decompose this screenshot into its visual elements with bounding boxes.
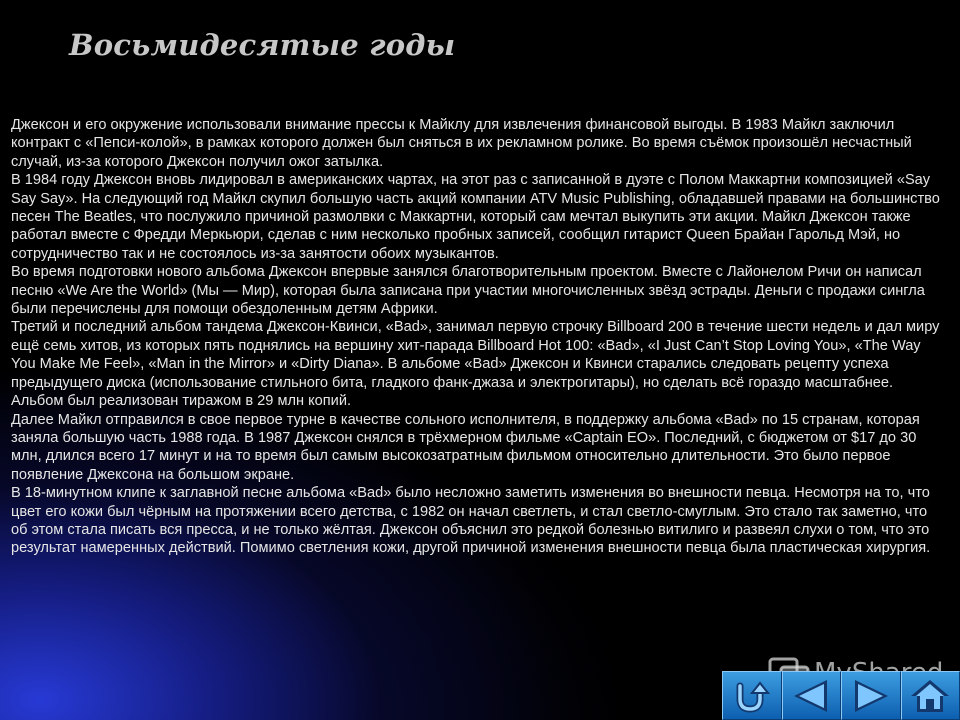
slide-navigation bbox=[722, 671, 960, 720]
paragraph-bad-tour: Далее Майкл отправился в свое первое турне в качестве сольного исполнителя, в поддержку альбома «Bad» по 15 странам, которая заняла большую часть 1988 года. В 1987 Джексон снялся в трёхмерном фильме «Captain EO». Последний, с бюджетом от $17 до 30 млн, длился всего 17 минут и на то время был самым высокозатратным фильмом относительно длительности. Это было первое появление Джексона на большом экране. bbox=[11, 411, 920, 483]
triangle-left-icon bbox=[789, 677, 833, 715]
paragraph-pepsi: Джексон и его окружение использовали внимание прессы к Майклу для извлечения финансовой выгоды. В 1983 Майкл заключил контракт с «Пепси-колой», в рамках которого должен был сняться в их рекламном ролике. Во время съёмок произошёл несчастный случай, из-за которого Джексон получил ожог затылка. bbox=[11, 117, 912, 170]
home-icon bbox=[908, 677, 952, 715]
return-button[interactable] bbox=[722, 671, 782, 720]
next-button[interactable] bbox=[841, 671, 901, 720]
paragraph-say-say-say: В 1984 году Джексон вновь лидировал в американских чартах, на этот раз с записанной в дуэте с Полом Маккартни композицией «Say Say Say». На следующий год Майкл скупил большую часть акций компании ATV Music Publishing, обладавшей правами на большинство песен The Beatles, что послужило причиной размолвки с Маккартни, который сам мечтал выкупить эти акции. Майкл Джексон также работал вместе с Фредди Меркьюри, сделав с ним несколько пробных записей, сообщил гитарист Queen Брайан Гарольд Мэй, но сотрудничество так и не состоялось из-за занятости обоих музыкантов. bbox=[11, 172, 940, 262]
paragraph-we-are-the-world: Во время подготовки нового альбома Джексон впервые занялся благотворительным проектом. Вместе с Лайонелом Ричи он написал песню «We Are the World» (Мы — Мир), которая была записана при участии многочисленных звёзд эстрады. Деньги с продажи сингла были перечислены для помощи обездоленным детям Африки. bbox=[11, 264, 925, 318]
paragraph-appearance: В 18-минутном клипе к заглавной песне альбома «Bad» было несложно заметить изменения во внешности певца. Несмотря на то, что цвет его кожи был чёрным на протяжении всего детства, с 1982 он начал светлеть, и стал светло-смуглым. Это стало так заметно, что об этом стала писать вся пресса, и не только жёлтая. Джексон объяснил это редкой болезнью витилиго и развеял слухи о том, что это результат намеренных действий. Помимо светления кожи, другой причиной изменения внешности певца была пластическая хирургия. bbox=[11, 485, 931, 557]
previous-button[interactable] bbox=[782, 671, 842, 720]
home-button[interactable] bbox=[901, 671, 960, 720]
paragraph-bad-album: Третий и последний альбом тандема Джексон-Квинси, «Bad», занимал первую строчку Billboard 200 в течение шести недель и дал миру ещё семь хитов, из которых пять поднялись на вершину хит-парада Billboard Hot 100: «Bad», «I Just Can’t Stop Loving You», «The Way You Make Me Feel», «Man in the Mirror» и «Dirty Diana». В альбоме «Bad» Джексон и Квинси старались следовать рецепту успеха предыдущего диска (использование стильного бита, гладкого фанк-джаза и электрогитары), но сделать всё гораздо масштабнее. Альбом был реализован тиражом в 29 млн копий. bbox=[11, 319, 940, 410]
triangle-right-icon bbox=[849, 677, 893, 715]
slide-body bbox=[11, 116, 946, 558]
slide-title: Восьмидесятые годы bbox=[69, 28, 456, 62]
return-arrow-icon bbox=[730, 679, 774, 713]
